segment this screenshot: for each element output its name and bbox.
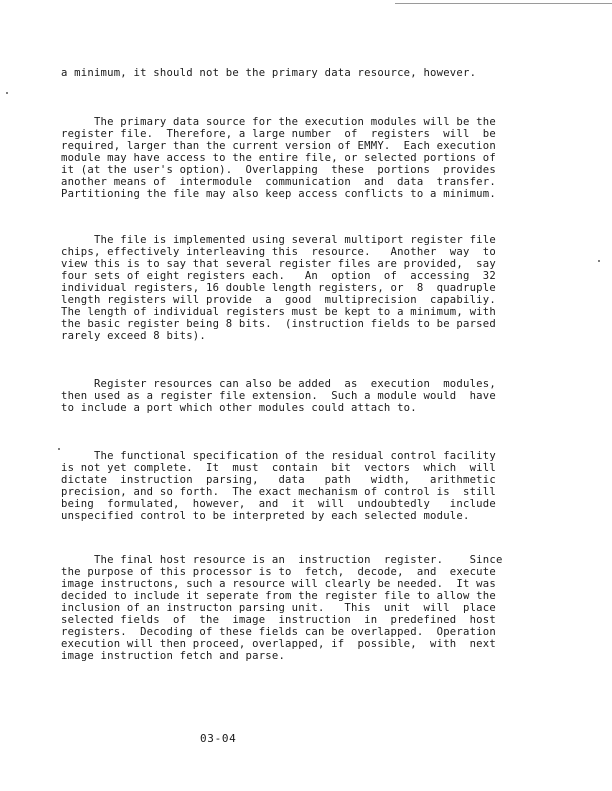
text-line: required, larger than the current version of EMMY. Each execution <box>61 140 496 152</box>
text-line: inclusion of an instructon parsing unit. This unit will place <box>61 602 496 614</box>
text-line: then used as a register file extension. Such a module would have <box>61 390 496 402</box>
top-rule <box>395 3 612 4</box>
text-line: decided to include it seperate from the register file to allow the <box>61 590 496 602</box>
text-line: the purpose of this processor is to fetch, decode, and execute <box>61 566 496 578</box>
text-line: another means of intermodule communication and data transfer. <box>61 176 496 188</box>
text-line: chips, effectively interleaving this resource. Another way to <box>61 246 496 258</box>
page-number: 03-04 <box>200 732 237 745</box>
text-line: view this is to say that several register files are provided, say <box>61 258 496 270</box>
text-line: The primary data source for the execution modules will be the <box>61 116 496 128</box>
text-line: the basic register being 8 bits. (instruction fields to be parsed <box>61 318 496 330</box>
text-line: rarely exceed 8 bits). <box>61 330 206 342</box>
text-line: precision, and so forth. The exact mechanism of control is still <box>61 486 496 498</box>
margin-speck <box>58 448 60 450</box>
text-line: it (at the user's option). Overlapping these portions provides <box>61 164 496 176</box>
text-line: being formulated, however, and it will undoubtedly include <box>61 498 496 510</box>
text-line: registers. Decoding of these fields can be overlapped. Operation <box>61 626 496 638</box>
text-line: to include a port which other modules could attach to. <box>61 402 417 414</box>
text-line: four sets of eight registers each. An option of accessing 32 <box>61 270 496 282</box>
text-line: The file is implemented using several multiport register file <box>61 234 496 246</box>
text-line: unspecified control to be interpreted by each selected module. <box>61 510 470 522</box>
text-line: image instructons, such a resource will clearly be needed. It was <box>61 578 496 590</box>
text-line: The final host resource is an instruction register. Since <box>61 554 503 566</box>
text-line: register file. Therefore, a large number of registers will be <box>61 128 496 140</box>
text-line: Partitioning the file may also keep access conflicts to a minimum. <box>61 188 496 200</box>
text-line: length registers will provide a good multiprecision capabiliy. <box>61 294 496 306</box>
text-line: execution will then proceed, overlapped, if possible, with next <box>61 638 496 650</box>
text-line: a minimum, it should not be the primary data resource, however. <box>61 67 477 79</box>
text-line: The functional specification of the residual control facility <box>61 450 496 462</box>
margin-speck <box>6 92 8 94</box>
text-line: is not yet complete. It must contain bit vectors which will <box>61 462 496 474</box>
text-line: selected fields of the image instruction in predefined host <box>61 614 496 626</box>
margin-speck <box>598 260 600 262</box>
text-line: Register resources can also be added as execution modules, <box>61 378 496 390</box>
text-line: image instruction fetch and parse. <box>61 650 286 662</box>
text-line: individual registers, 16 double length registers, or 8 quadruple <box>61 282 496 294</box>
text-line: module may have access to the entire file, or selected portions of <box>61 152 496 164</box>
text-line: The length of individual registers must be kept to a minimum, with <box>61 306 496 318</box>
text-line: dictate instruction parsing, data path width, arithmetic <box>61 474 496 486</box>
